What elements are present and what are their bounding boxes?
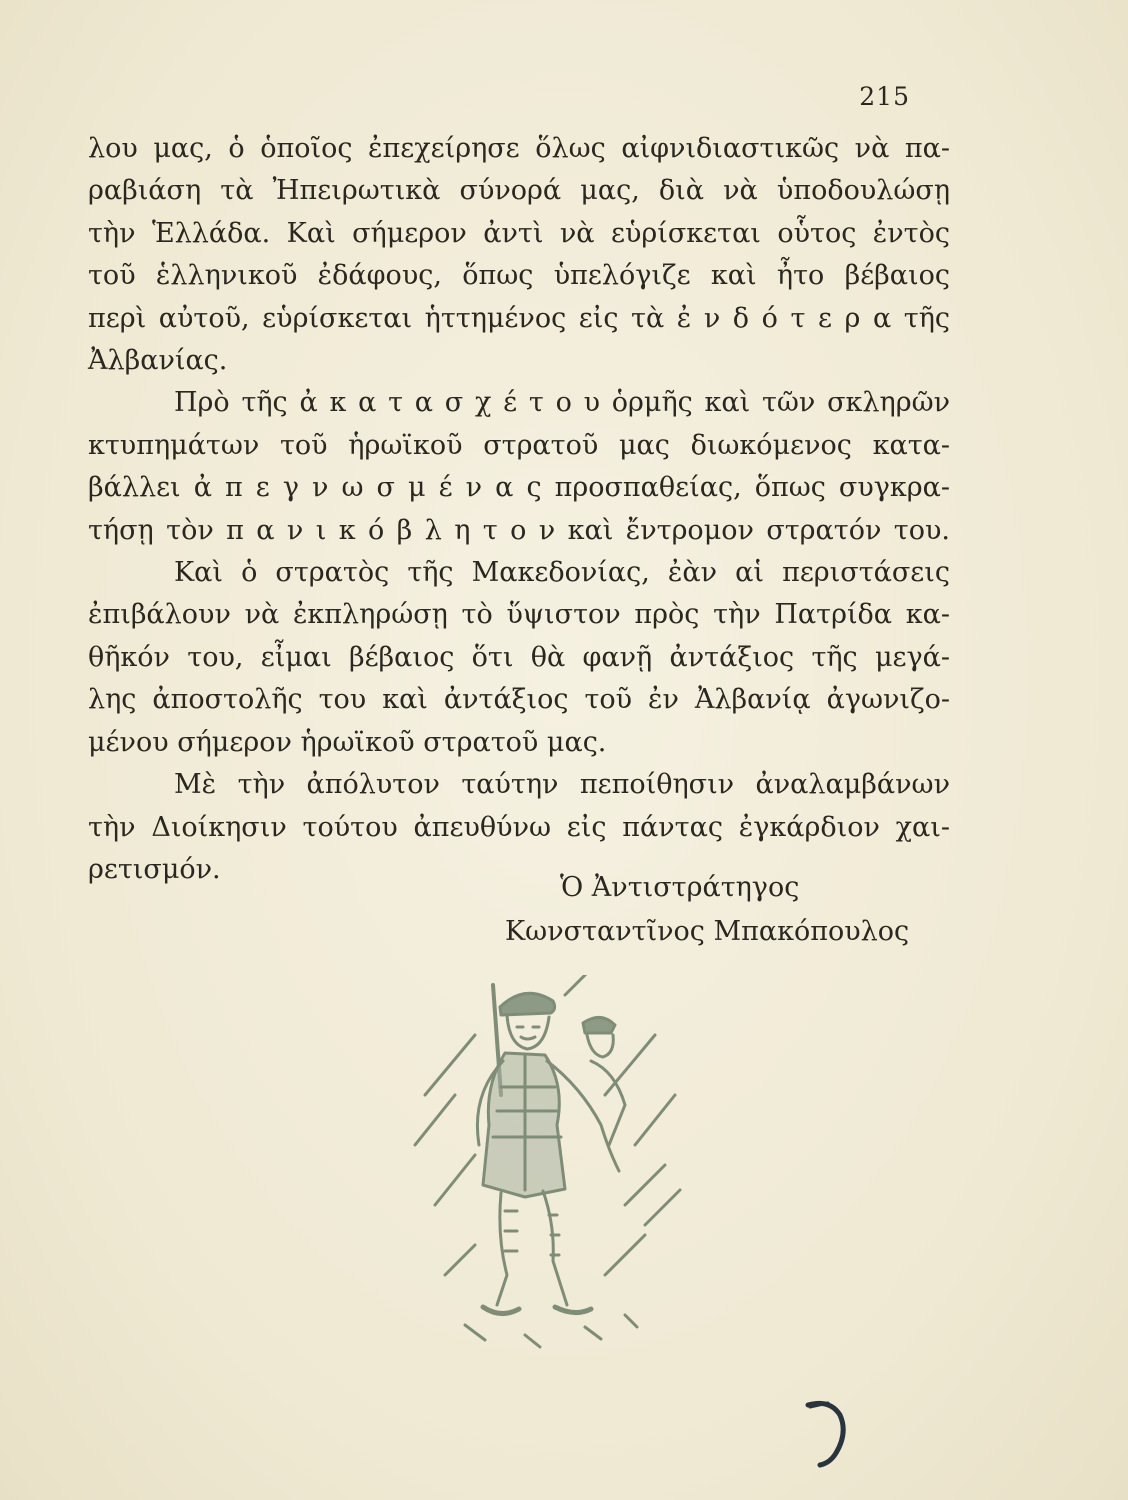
text-line: βάλλει ἀ π ε γ ν ω σ μ έ ν α ς προσπαθείας, ὅπως συγκρα- <box>88 472 950 504</box>
ink-mark-icon <box>800 1395 860 1470</box>
text-line: λης ἀποστολῆς του καὶ ἀντάξιος τοῦ ἐν Ἀλβανίᾳ ἀγωνιζο- <box>88 684 950 716</box>
text-line: τὴν Διοίκησιν τούτου ἀπευθύνω εἰς πάντας ἐγκάρδιον χαι- <box>88 811 950 843</box>
text-line: ραβιάση τὰ Ἠπειρωτικὰ σύνορά μας, διὰ νὰ ὑποδουλώσῃ <box>88 175 950 207</box>
page-number: 215 <box>859 82 910 111</box>
text-line: τοῦ ἑλληνικοῦ ἐδάφους, ὅπως ὑπελόγιζε καὶ ἦτο βέβαιος <box>88 260 950 292</box>
text-line: Καὶ ὁ στρατὸς τῆς Μακεδονίας, ἐὰν αἱ περιστάσεις <box>174 557 950 589</box>
text-line: μένου σήμερον ἡρωϊκοῦ στρατοῦ μας. <box>88 726 607 758</box>
text-line: κτυπημάτων τοῦ ἡρωϊκοῦ στρατοῦ μας διωκόμενος κατα- <box>88 429 950 461</box>
text-line: ἐπιβάλουν νὰ ἐκπληρώσῃ τὸ ὕψιστον πρὸς τὴν Πατρίδα κα- <box>88 599 950 631</box>
paragraph-2 <box>88 382 950 552</box>
text-line: περὶ αὐτοῦ, εὑρίσκεται ἡττημένος εἰς τὰ ἐ ν δ ό τ ε ρ α τῆς <box>88 302 950 334</box>
text-line: ρετισμόν. <box>88 853 221 885</box>
signature-title: Ὁ Ἀντιστράτηγος <box>560 872 800 903</box>
soldier-sketch-icon <box>405 975 695 1355</box>
paragraph-1 <box>88 128 950 382</box>
text-line: Ἀλβανίας. <box>88 345 228 377</box>
text-line: Μὲ τὴν ἀπόλυτον ταύτην πεποίθησιν ἀναλαμβάνων <box>174 769 950 801</box>
text-line: θῆκόν του, εἶμαι βέβαιος ὅτι θὰ φανῇ ἀντάξιος τῆς μεγά- <box>88 641 950 673</box>
signature-name: Κωνσταντῖνος Μπακόπουλος <box>505 916 910 947</box>
text-line: Πρὸ τῆς ἀ κ α τ α σ χ έ τ ο υ ὁρμῆς καὶ τῶν σκληρῶν <box>174 387 950 419</box>
body-text <box>88 128 950 891</box>
paragraph-3 <box>88 552 950 764</box>
text-line: τὴν Ἑλλάδα. Καὶ σήμερον ἀντὶ νὰ εὑρίσκεται οὗτος ἐντὸς <box>88 217 950 249</box>
paragraph-4 <box>88 764 950 891</box>
text-line: τήσῃ τὸν π α ν ι κ ό β λ η τ ο ν καὶ ἔντρομον στρατόν του. <box>88 514 950 546</box>
text-line: λου μας, ὁ ὁποῖος ἐπεχείρησε ὅλως αἰφνιδιαστικῶς νὰ πα- <box>88 133 950 164</box>
